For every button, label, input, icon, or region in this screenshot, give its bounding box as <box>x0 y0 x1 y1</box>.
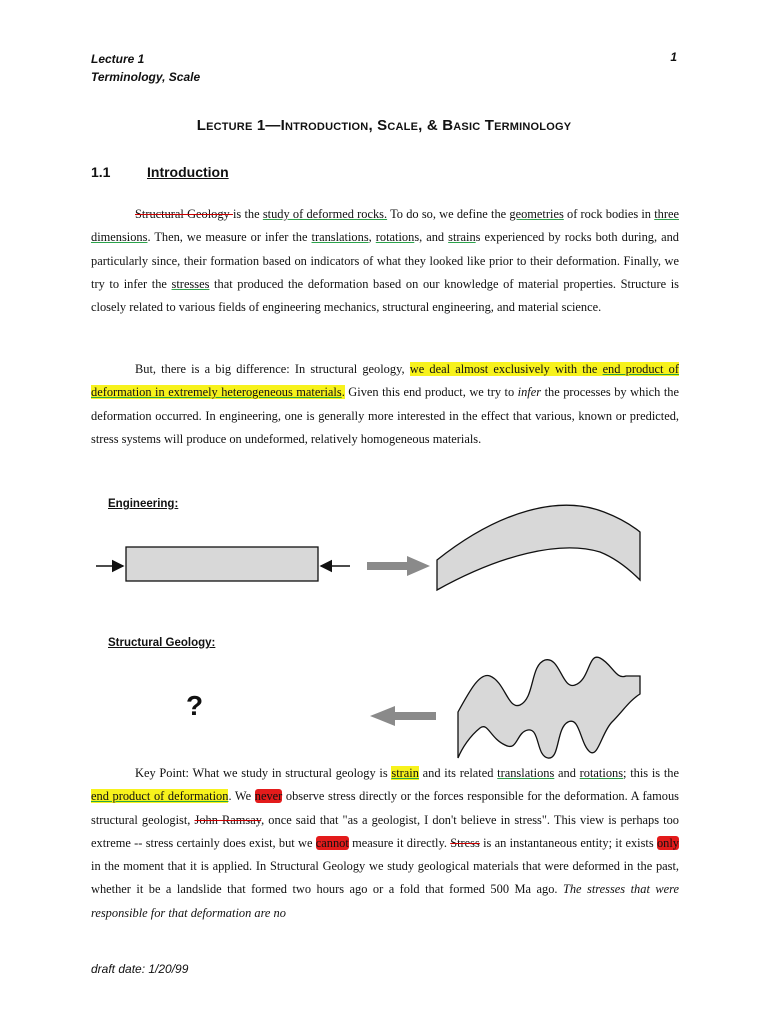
text-run: cannot <box>315 835 349 850</box>
text-run: in the moment that it is applied. In Structural Geology we study geological materials that were deformed in the past, whether it be a landslide that formed two hours ago or a fold that formed 500 Ma ago. <box>91 859 679 897</box>
text-run: we deal almost exclusively with the <box>409 362 603 376</box>
text-run: To do so, we define the <box>387 207 510 221</box>
text-run: only <box>656 835 679 850</box>
header-lecture: Lecture 1 <box>91 52 145 66</box>
text-run: three dimensions <box>91 207 679 245</box>
engineering-label: Engineering: <box>108 498 179 510</box>
text-run: the processes by which the deformation occurred. In engineering, one is generally more interested in the effect that various, known or predicted, stress systems will produce on undeformed, relatively homogeneous materials. <box>91 385 679 446</box>
text-run: stresses <box>171 276 210 291</box>
forward-arrow <box>367 556 430 576</box>
text-run: strain <box>391 766 419 780</box>
text-run: , once said that "as a geologist, I don't believe in stress". This view is perhaps too extreme -- stress certainly does exist, but we <box>91 812 679 850</box>
text-run: Given this end product, we try to <box>344 385 518 400</box>
lecture-title: Lecture 1—Introduction, Scale, & Basic Terminology <box>196 117 572 134</box>
text-run: s, and <box>414 230 449 245</box>
paragraph-3 <box>91 762 679 925</box>
folded-layer <box>458 657 640 758</box>
text-run: . <box>341 385 345 400</box>
header-topic: Terminology, Scale <box>91 70 201 84</box>
section-title: Introduction <box>147 164 229 180</box>
text-run: rotation <box>375 230 415 245</box>
bent-beam <box>437 505 640 590</box>
text-run: is an instantaneous entity; it exists <box>479 835 657 850</box>
text-run: and its related <box>418 766 498 780</box>
text-run: of rock bodies in <box>563 207 655 221</box>
question-mark: ? <box>186 690 204 721</box>
text-run: end product of deformation in extremely heterogeneous materials <box>91 362 679 400</box>
text-run: end product of deformation <box>91 789 229 804</box>
text-run: study of deformed rocks. <box>262 207 388 221</box>
text-run: . Then, we measure or infer the <box>147 230 312 245</box>
text-run: Key Point: What we study in structural geology is <box>135 766 392 780</box>
text-run: geometries <box>509 207 564 221</box>
text-run: ; this is the <box>623 766 679 780</box>
text-run: John Ramsay <box>194 812 262 827</box>
text-run: s experienced by rocks both during, and particularly since, their formation based on indicators of what they looked like prior to their deformation. Finally, we try to infer the <box>91 230 679 291</box>
text-run: rotations <box>579 766 624 780</box>
text-run: and <box>554 766 580 780</box>
section-number: 1.1 <box>91 164 111 180</box>
draft-date: draft date: 1/20/99 <box>91 962 189 976</box>
text-run: translations <box>311 230 369 245</box>
backward-arrow <box>370 706 436 726</box>
structural-geology-label: Structural Geology: <box>108 637 216 649</box>
text-run: observe stress directly or the forces responsible for the deformation. A famous structural geologist, <box>91 789 679 827</box>
text-run: is the <box>232 207 263 221</box>
text-run: strain <box>448 230 476 245</box>
text-run: Stress <box>450 835 480 850</box>
text-run: , <box>368 230 376 245</box>
text-run: that produced the deformation based on our knowledge of material properties. Structure is closely related to various fields of engineering mechanics, structural engineering, and material science. <box>91 276 679 315</box>
text-run: Structural Geology <box>135 207 233 221</box>
text-run: infer <box>517 385 542 400</box>
text-run: The stresses that were responsible for that deformation are no <box>91 882 679 920</box>
text-run: But, there is a big difference: In structural geology, <box>135 362 410 376</box>
text-run: never <box>254 789 283 804</box>
text-run: measure it directly. <box>348 835 451 850</box>
text-run: . We <box>228 789 255 804</box>
page-number: 1 <box>670 50 677 64</box>
text-run: translations <box>497 766 555 780</box>
undeformed-block <box>126 547 318 581</box>
